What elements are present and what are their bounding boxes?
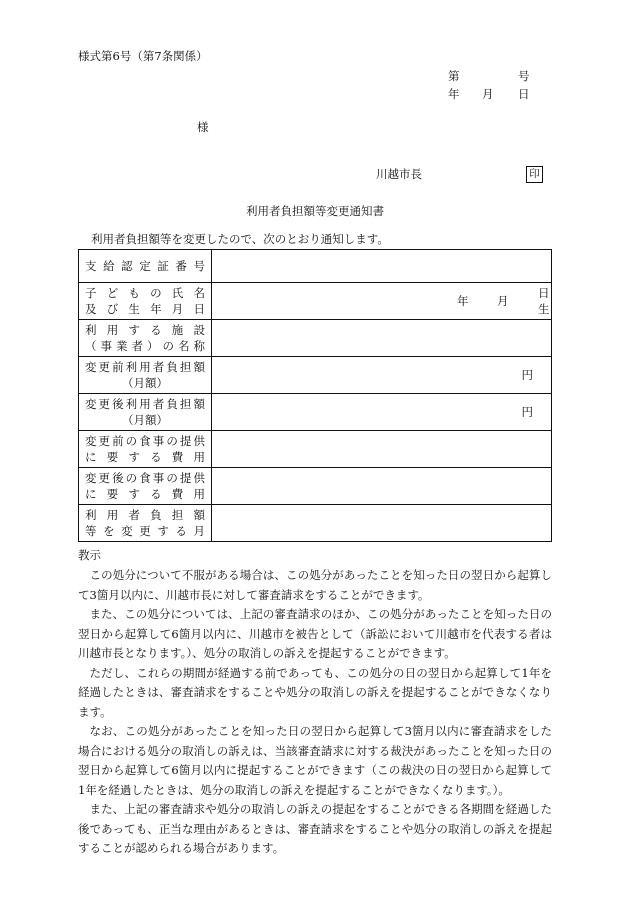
table-row xyxy=(79,394,552,431)
notice-body xyxy=(78,566,552,859)
certificate-number-label: 支給認定証番号 xyxy=(85,259,205,273)
table-row xyxy=(79,505,552,542)
seal-mark: 印 xyxy=(526,166,543,183)
new-meal-cost-label: 変更後の食事の提供 xyxy=(85,471,205,485)
change-month-label: 利用者負担額 xyxy=(85,508,205,522)
table-row xyxy=(79,320,552,357)
facility-label: 利用する施設 xyxy=(85,323,205,337)
facility-name-label: （事業者）の名称 xyxy=(85,339,205,353)
new-fee-monthly-label: （月額） xyxy=(122,413,168,427)
previous-fee-monthly-label: （月額） xyxy=(122,376,168,390)
previous-fee-unit: 円 xyxy=(521,368,533,382)
date-month: 月 xyxy=(482,87,494,101)
new-fee-field[interactable] xyxy=(212,394,552,431)
change-month-label-2: 等を変更する月 xyxy=(85,524,205,538)
table-row xyxy=(79,283,552,320)
previous-meal-cost-label-2: に要する費用 xyxy=(85,450,205,464)
birth-day-label: 日生 xyxy=(538,286,550,316)
certificate-number-field[interactable] xyxy=(212,250,552,283)
child-name-birthdate-field[interactable] xyxy=(212,283,552,320)
birth-year-label: 年 xyxy=(457,294,469,308)
document-number-prefix: 第 xyxy=(448,69,460,83)
notice-heading: 教示 xyxy=(78,548,101,562)
sender-name: 川越市長 xyxy=(376,167,422,181)
previous-fee-label: 変更前利用者負担額 xyxy=(85,360,205,374)
addressee-suffix: 様 xyxy=(197,120,209,134)
previous-meal-cost-label: 変更前の食事の提供 xyxy=(85,434,205,448)
new-fee-label: 変更後利用者負担額 xyxy=(85,397,205,411)
table-row xyxy=(79,357,552,394)
table-row xyxy=(79,250,552,283)
form-number: 様式第6号（第7条関係） xyxy=(78,49,208,63)
notification-table xyxy=(78,249,552,542)
notice-paragraph: ただし、これらの期間が経過する前であっても、この処分の日の翌日から起算して1年を経過したときは、審査請求をすることや処分の取消しの訴えを提起することができなくなります。 xyxy=(78,665,552,719)
notice-paragraph: なお、この処分があったことを知った日の翌日から起算して3箇月以内に審査請求をした場合における処分の取消しの訴えは、当該審査請求に対する裁決があったことを知った日の翌日から起算して6箇月以内に提起することができます（この裁決の日の翌日から起算して1年を経過したときは、処分の取消しの訴えを提起することができなくなります。）。 xyxy=(78,724,552,797)
notice-paragraph: この処分について不服がある場合は、この処分があったことを知った日の翌日から起算して3箇月以内に、川越市長に対して審査請求をすることができます。 xyxy=(78,568,552,602)
facility-name-field[interactable] xyxy=(212,320,552,357)
notice-paragraph: また、この処分については、上記の審査請求のほか、この処分があったことを知った日の翌日から起算して6箇月以内に、川越市を被告として（訴訟において川越市を代表する者は川越市長となります。）、処分の取消しの訴えを提起することができます。 xyxy=(78,607,552,660)
change-month-field[interactable] xyxy=(212,505,552,542)
previous-fee-field[interactable] xyxy=(212,357,552,394)
intro-text: 利用者負担額等を変更したので、次のとおり通知します。 xyxy=(91,232,389,246)
birth-month-label: 月 xyxy=(497,294,509,308)
notice-paragraph: また、上記の審査請求や処分の取消しの訴えの提起をすることができる各期間を経過した後であっても、正当な理由があるときは、審査請求をすることや処分の取消しの訴えを提起することが認められる場合があります。 xyxy=(78,802,552,855)
previous-meal-cost-field[interactable] xyxy=(212,431,552,468)
new-meal-cost-label-2: に要する費用 xyxy=(85,487,205,501)
table-row xyxy=(79,431,552,468)
child-birthdate-label: 及び生年月日 xyxy=(85,302,205,316)
child-name-label: 子どもの氏名 xyxy=(85,286,205,300)
new-fee-unit: 円 xyxy=(521,405,533,419)
document-title: 利用者負担額等変更通知書 xyxy=(246,204,384,218)
new-meal-cost-field[interactable] xyxy=(212,468,552,505)
document-number-suffix: 号 xyxy=(518,69,530,83)
date-year: 年 xyxy=(448,87,460,101)
table-row xyxy=(79,468,552,505)
date-day: 日 xyxy=(518,87,530,101)
